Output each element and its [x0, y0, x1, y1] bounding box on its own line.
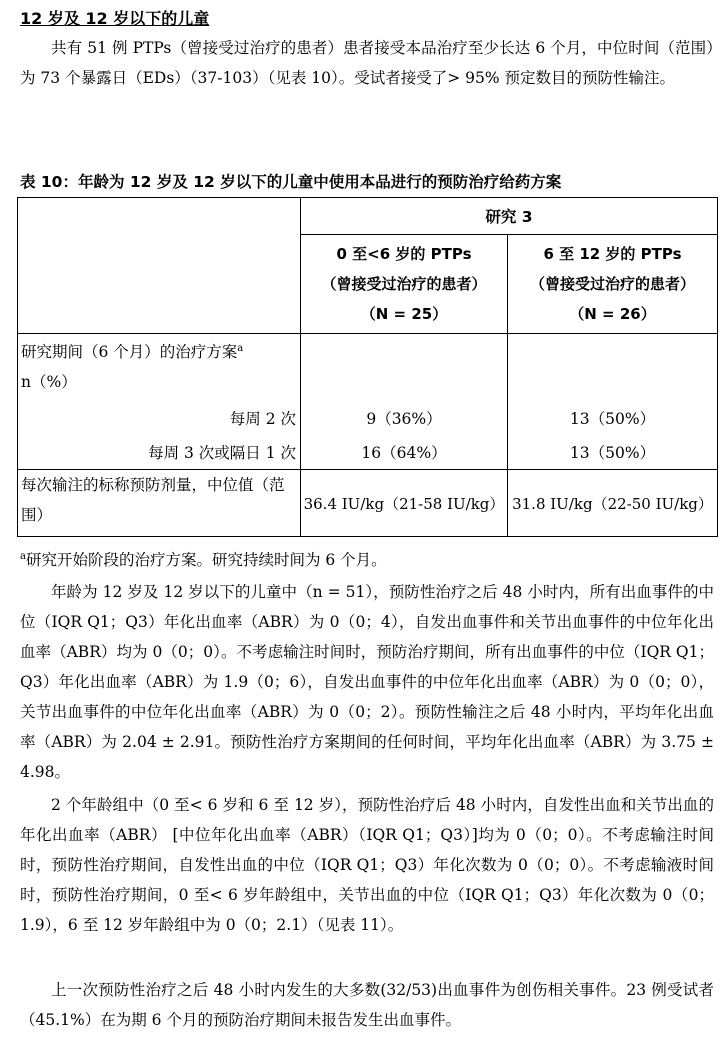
group2-line3: （N = 26）	[569, 305, 656, 323]
footnote-marker: a	[20, 551, 26, 562]
dose-value-g1: 36.4 IU/kg（21-58 IU/kg）	[301, 470, 508, 537]
abr-paragraph: 年龄为 12 岁及 12 岁以下的儿童中（n = 51），预防性治疗之后 48 小时内，所有出血事件的中位（IQR Q1；Q3）年化出血率（ABR）为 0（0；4），自发出血事件和关节出血事件的中位年化出血率（ABR）均为 0（0；0）。不考虑输注时间时，预防治疗期间，所有出血事件的中位（IQR Q1；Q3）年化出血率（ABR）为 1.9（0；6），自发出血事件的中位年化出血率（ABR）为 0（0；0），关节出血事件的中位年化出血率（ABR）为 0（0；2）。预防性输注之后 48 小时内，平均年化出血率（ABR）为 2.04 ± 2.91。预防性治疗方案期间的任何时间，平均年化出血率（ABR）为 3.75 ± 4.98。	[20, 583, 714, 781]
group1-line2: （曾接受过治疗的患者）	[321, 275, 487, 293]
intro-paragraph: 共有 51 例 PTPs（曾接受过治疗的患者）患者接受本品治疗至少长达 6 个月，中位时间（范围）为 73 个暴露日（EDs）（37-103）（见表 10）。受试者接受了> 95% 预定数目的预防性输注。	[20, 39, 714, 87]
row-value-twice-weekly-g1: 9（36%）	[301, 400, 508, 435]
regimen-label: 研究期间（6 个月）的治疗方案	[21, 343, 238, 362]
table-corner-cell	[18, 198, 301, 334]
table-caption: 表 10：年龄为 12 岁及 12 岁以下的儿童中使用本品进行的预防治疗给药方案	[20, 173, 562, 191]
group1-line3: （N = 25）	[360, 305, 448, 323]
regimen-label-cell	[18, 334, 301, 401]
group2-line2: （曾接受过治疗的患者）	[529, 275, 695, 293]
row-value-twice-weekly-g2: 13（50%）	[508, 400, 718, 435]
group1-line1: 0 至<6 岁的 PTPs	[336, 245, 472, 263]
row-label-thrice-weekly: 每周 3 次或隔日 1 次	[18, 435, 301, 470]
group2-line1: 6 至 12 岁的 PTPs	[543, 245, 682, 263]
row-value-thrice-weekly-g2: 13（50%）	[508, 435, 718, 470]
study-header: 研究 3	[301, 198, 718, 235]
regimen-suffix: n（%）	[21, 373, 77, 392]
dose-value-g2: 31.8 IU/kg（22-50 IU/kg）	[508, 470, 718, 537]
row-value-thrice-weekly-g1: 16（64%）	[301, 435, 508, 470]
group1-header	[301, 235, 508, 334]
regimen-empty-g2	[508, 334, 718, 401]
dosing-table	[17, 197, 718, 537]
regimen-footnote-marker: a	[237, 343, 244, 354]
dose-label: 每次输注的标称预防剂量，中位值（范围）	[18, 470, 301, 537]
group2-header	[508, 235, 718, 334]
bleeding-events-paragraph: 上一次预防性治疗之后 48 小时内发生的大多数(32/53)出血事件为创伤相关事件。23 例受试者（45.1%）在为期 6 个月的预防治疗期间未报告发生出血事件。	[20, 981, 714, 1029]
row-label-twice-weekly: 每周 2 次	[18, 400, 301, 435]
section-heading: 12 岁及 12 岁以下的儿童	[20, 9, 210, 28]
regimen-empty-g1	[301, 334, 508, 401]
table-footnote	[20, 543, 387, 574]
footnote-text: 研究开始阶段的治疗方案。研究持续时间为 6 个月。	[25, 551, 387, 570]
age-group-paragraph: 2 个年龄组中（0 至< 6 岁和 6 至 12 岁），预防性治疗后 48 小时内，自发性出血和关节出血的年化出血率（ABR） [中位年化出血率（ABR）（IQR Q1；Q3）]均为 0（0；0）。不考虑输注时间时，预防性治疗期间，自发性出血的中位（IQR Q1；Q3）年化次数为 0（0；0）。不考虑输液时间时，预防性治疗期间，0 至< 6 岁年龄组中，关节出血的中位（IQR Q1；Q3）年化次数为 0（0；1.9），6 至 12 岁年龄组中为 0（0；2.1）（见表 11）。	[20, 796, 714, 934]
